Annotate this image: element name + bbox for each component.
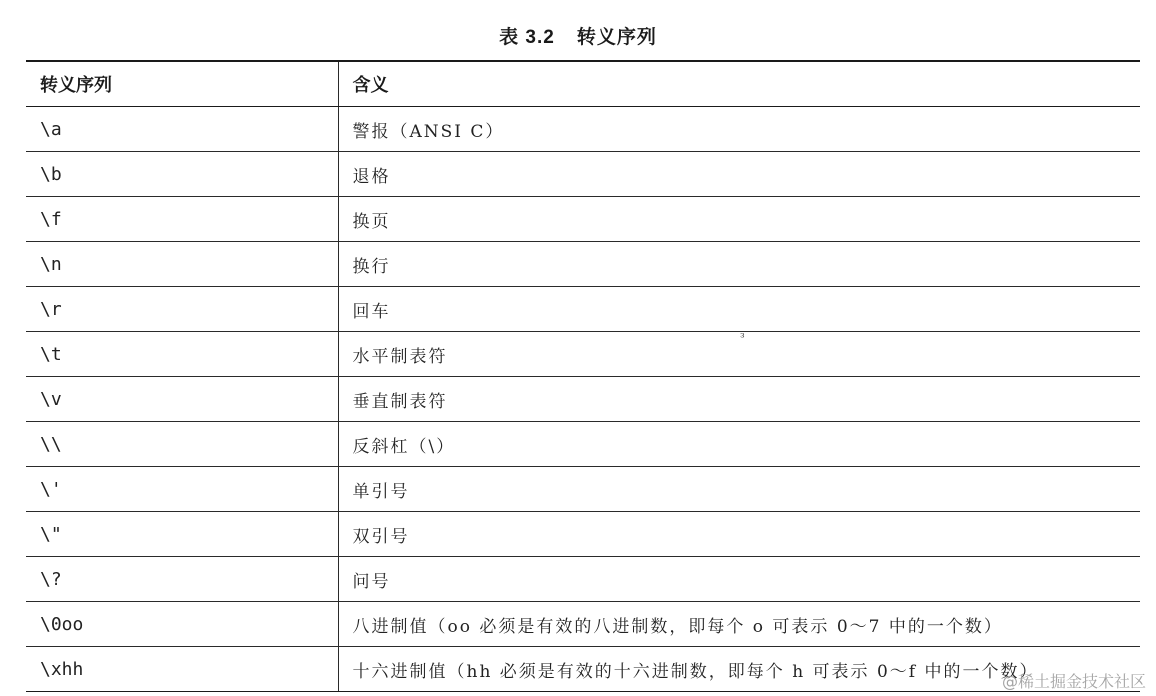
meaning-cell: 双引号 — [338, 512, 1140, 557]
escape-sequence-cell: \xhh — [26, 647, 338, 692]
table-row — [26, 197, 1140, 242]
escape-sequence-table — [26, 60, 1140, 692]
stray-print-mark: ᶟ — [740, 330, 745, 346]
table-row — [26, 242, 1140, 287]
escape-sequence-cell: \0oo — [26, 602, 338, 647]
table-row — [26, 467, 1140, 512]
meaning-cell: 八进制值（oo 必须是有效的八进制数，即每个 o 可表示 0～7 中的一个数） — [338, 602, 1140, 647]
meaning-cell: 反斜杠（\） — [338, 422, 1140, 467]
table-number: 表 3.2 — [499, 27, 555, 48]
escape-sequence-cell: \b — [26, 152, 338, 197]
table-row — [26, 422, 1140, 467]
meaning-cell: 十六进制值（hh 必须是有效的十六进制数，即每个 h 可表示 0～f 中的一个数） — [338, 647, 1140, 692]
escape-sequence-cell: \' — [26, 467, 338, 512]
table-row — [26, 512, 1140, 557]
meaning-cell: 单引号 — [338, 467, 1140, 512]
meaning-cell: 回车 — [338, 287, 1140, 332]
escape-sequence-cell: \t — [26, 332, 338, 377]
table-row — [26, 287, 1140, 332]
table-row — [26, 377, 1140, 422]
meaning-cell: 退格 — [338, 152, 1140, 197]
escape-sequence-cell: \r — [26, 287, 338, 332]
meaning-cell: 换页 — [338, 197, 1140, 242]
escape-sequence-cell: \" — [26, 512, 338, 557]
meaning-cell: 换行 — [338, 242, 1140, 287]
table-row — [26, 647, 1140, 692]
table-row — [26, 107, 1140, 152]
meaning-cell: 水平制表符 — [338, 332, 1140, 377]
table-caption — [0, 22, 1156, 49]
escape-sequence-cell: \f — [26, 197, 338, 242]
table-row — [26, 557, 1140, 602]
column-header-sequence: 转义序列 — [26, 61, 338, 107]
escape-sequence-cell: \v — [26, 377, 338, 422]
column-header-meaning: 含义 — [338, 61, 1140, 107]
table-row — [26, 152, 1140, 197]
meaning-cell: 警报（ANSI C） — [338, 107, 1140, 152]
escape-sequence-cell: \a — [26, 107, 338, 152]
escape-sequence-cell: \? — [26, 557, 338, 602]
table-title: 转义序列 — [576, 26, 657, 48]
escape-sequence-cell: \\ — [26, 422, 338, 467]
watermark-text: @稀土掘金技术社区 — [1001, 672, 1146, 691]
meaning-cell: 垂直制表符 — [338, 377, 1140, 422]
escape-sequence-cell: \n — [26, 242, 338, 287]
meaning-cell: 问号 — [338, 557, 1140, 602]
table-row — [26, 602, 1140, 647]
table-header-row — [26, 61, 1140, 107]
table-row — [26, 332, 1140, 377]
